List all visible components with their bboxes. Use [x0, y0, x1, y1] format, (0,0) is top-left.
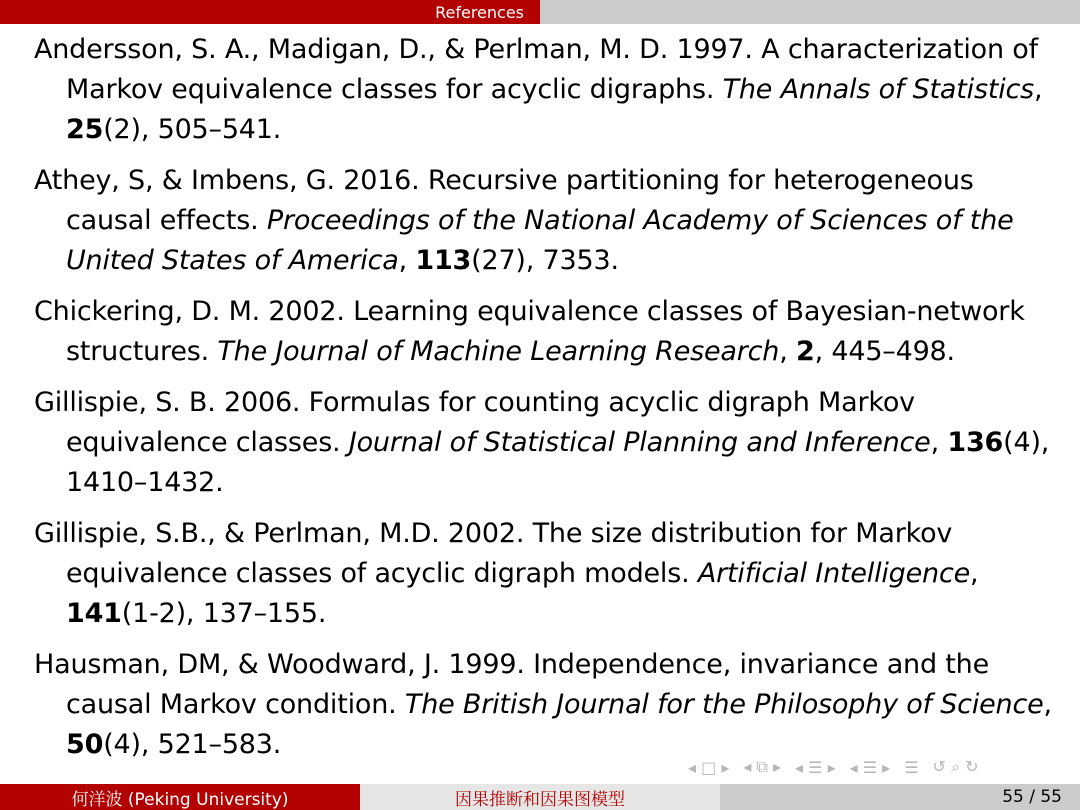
nav-subsection-list-icon[interactable]: ◂ ☰ ▸	[849, 757, 891, 777]
reference-item	[34, 383, 1054, 503]
reference-pages: (4), 1410–1432.	[66, 427, 1050, 498]
nav-section-icon[interactable]: ◂ ☰ ▸	[795, 757, 836, 777]
reference-separator: ,	[930, 427, 948, 458]
reference-text: Chickering, D. M. 2002. Learning equivalence classes of Bayesian-network structures.	[34, 296, 1025, 367]
reference-item	[34, 30, 1054, 150]
header-left-segment	[0, 0, 540, 24]
reference-item	[34, 292, 1054, 372]
reference-text: Athey, S, & Imbens, G. 2016. Recursive partitioning for heterogeneous causal effects.	[34, 165, 974, 236]
reference-text: Andersson, S. A., Madigan, D., & Perlman, M. D. 1997. A characterization of Markov equivalence classes for acyclic digraphs.	[34, 34, 1038, 105]
nav-frame-icon[interactable]: ◂ □ ▸	[688, 757, 730, 777]
reference-separator: ,	[970, 558, 979, 589]
reference-pages: (2), 505–541.	[103, 114, 282, 145]
reference-volume: 136	[947, 427, 1004, 458]
reference-journal: The British Journal for the Philosophy of Science	[404, 689, 1044, 720]
reference-volume: 50	[66, 729, 104, 760]
reference-journal: The Annals of Statistics	[722, 74, 1035, 105]
reference-volume: 113	[415, 245, 472, 276]
reference-volume: 25	[66, 114, 104, 145]
reference-pages: , 445–498.	[814, 336, 955, 367]
footer-title: 因果推断和因果图模型	[360, 784, 720, 810]
reference-text: Hausman, DM, & Woodward, J. 1999. Independence, invariance and the causal Markov condition.	[34, 649, 989, 720]
reference-volume: 2	[796, 336, 815, 367]
reference-journal: Journal of Statistical Planning and Inference	[348, 427, 931, 458]
reference-journal: The Journal of Machine Learning Research	[217, 336, 780, 367]
footer-author: 何洋波 (Peking University)	[0, 784, 360, 810]
reference-text: Gillispie, S. B. 2006. Formulas for counting acyclic digraph Markov equivalence classes.	[34, 387, 915, 458]
footer-page-number: 55 / 55	[720, 784, 1080, 810]
nav-search-icon[interactable]: ↺ ⌕ ↻	[932, 757, 979, 776]
reference-item	[34, 161, 1054, 281]
nav-toc-icon[interactable]: ☰	[904, 757, 919, 777]
reference-journal: Artificial Intelligence	[697, 558, 970, 589]
reference-journal: Proceedings of the National Academy of Sciences of the United States of America	[66, 205, 1014, 276]
reference-list	[34, 30, 1054, 776]
reference-separator: ,	[1034, 74, 1043, 105]
nav-subsection-icon[interactable]: ◂ ⧉ ▸	[743, 757, 782, 776]
beamer-navigation	[688, 752, 1068, 782]
header-bar	[0, 0, 1080, 24]
footer-bar	[0, 784, 1080, 810]
reference-separator: ,	[398, 245, 416, 276]
section-title: References	[435, 2, 524, 22]
reference-volume: 141	[66, 598, 122, 629]
header-right-segment	[540, 0, 1080, 24]
reference-separator: ,	[779, 336, 796, 367]
reference-pages: (27), 7353.	[471, 245, 619, 276]
reference-pages: (4), 521–583.	[103, 729, 282, 760]
reference-separator: ,	[1043, 689, 1052, 720]
reference-text: Gillispie, S.B., & Perlman, M.D. 2002. The size distribution for Markov equivalence classes of acyclic digraph models.	[34, 518, 953, 589]
reference-item	[34, 514, 1054, 634]
reference-item	[34, 645, 1054, 765]
reference-pages: (1-2), 137–155.	[121, 598, 327, 629]
